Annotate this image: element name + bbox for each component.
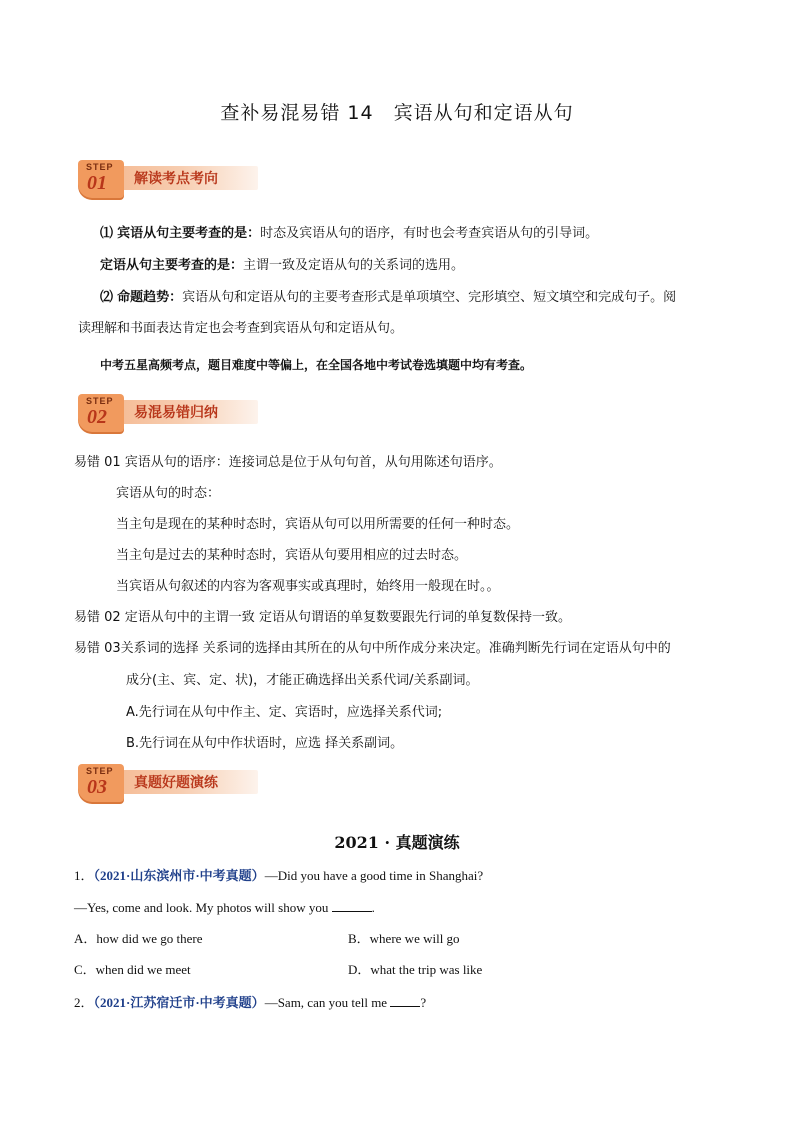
step-03-banner [78, 764, 258, 804]
option-b[interactable] [348, 931, 460, 947]
s2-line-4: 当主句是过去的某种时态时，宾语从句要用相应的过去时态。 [116, 548, 468, 563]
option-key: A． [74, 931, 97, 946]
option-d[interactable] [348, 962, 482, 978]
question-number: 1． [74, 868, 94, 883]
option-a[interactable] [74, 931, 203, 947]
s2-line-2: 宾语从句的时态： [116, 486, 221, 501]
answer-blank[interactable] [390, 994, 420, 1007]
option-c[interactable] [74, 962, 191, 978]
option-key: D． [348, 962, 371, 977]
option-text: how did we go there [96, 931, 203, 946]
step-badge [78, 394, 124, 432]
bold-lead: 命题趋势： [117, 290, 183, 305]
step-badge [78, 160, 124, 198]
s2-line-1: 易错 01 宾语从句的语序：连接词总是位于从句句首，从句用陈述句语序。 [74, 455, 502, 470]
step-01-banner [78, 160, 258, 200]
s2-line-8: 成分(主、宾、定、状)，才能正确选择出关系代词/关系副词。 [126, 673, 479, 688]
option-text: where we will go [369, 931, 460, 946]
step-number: 02 [87, 406, 107, 428]
answer-blank[interactable] [332, 899, 372, 912]
s2-line-3: 当主句是现在的某种时态时，宾语从句可以用所需要的任何一种时态。 [116, 517, 520, 532]
step-label: STEP [86, 766, 114, 776]
question-text: —Sam, can you tell me [264, 995, 388, 1010]
text: 宾语从句和定语从句的主要考查形式是单项填空、完形填空、短文填空和完成句子。阅 [182, 290, 677, 305]
s1-note: 中考五星高频考点，题目难度中等偏上，在全国各地中考试卷选填题中均有考查。 [100, 358, 533, 372]
marker: ⑵ [100, 290, 114, 305]
option-key: B． [348, 931, 370, 946]
step-badge [78, 764, 124, 802]
question-2-stem [74, 994, 426, 1011]
option-text: when did we meet [95, 962, 191, 977]
question-text: —Did you have a good time in Shanghai? [264, 868, 484, 883]
s1-paragraph-3-cont: 读理解和书面表达肯定也会考查到宾语从句和定语从句。 [78, 321, 404, 336]
step-title: 真题好题演练 [134, 775, 218, 791]
punct: . [371, 900, 375, 915]
option-key: C． [74, 962, 96, 977]
option-text: what the trip was like [370, 962, 483, 977]
marker: ⑴ [100, 226, 114, 241]
question-1-stem-2 [74, 899, 375, 916]
step-title: 易混易错归纳 [134, 405, 218, 421]
step-title: 解读考点考向 [134, 171, 218, 187]
page-title: 查补易混易错 14 宾语从句和定语从句 [220, 102, 574, 124]
text: 时态及宾语从句的语序，有时也会考查宾语从句的引导词。 [260, 226, 599, 241]
question-text: —Yes, come and look. My photos will show you [74, 900, 329, 915]
s2-line-7: 易错 03关系词的选择 关系词的选择由其所在的从句中所作成分来决定。准确判断先行词在定语从句中的 [74, 641, 671, 656]
s1-paragraph-3 [100, 290, 676, 306]
question-source: （2021·江苏宿迁市·中考真题） [93, 995, 265, 1010]
bold-lead: 定语从句主要考查的是： [100, 258, 244, 273]
step-02-banner [78, 394, 258, 434]
text: 主谓一致及定语从句的关系词的选用。 [243, 258, 465, 273]
s2-line-10: B.先行词在从句中作状语时，应选 择关系副词。 [126, 736, 404, 751]
section-title: 2021 · 真题演练 [334, 833, 460, 852]
question-source: （2021·山东滨州市·中考真题） [93, 868, 265, 883]
s2-line-6: 易错 02 定语从句中的主谓一致 定语从句谓语的单复数要跟先行词的单复数保持一致。 [74, 610, 571, 625]
s1-paragraph-2 [100, 258, 464, 274]
s1-paragraph-1 [100, 226, 598, 242]
punct: ? [420, 995, 427, 1010]
s2-line-9: A.先行词在从句中作主、定、宾语时，应选择关系代词; [126, 705, 443, 720]
question-number: 2． [74, 995, 94, 1010]
bold-lead: 宾语从句主要考查的是： [117, 226, 261, 241]
step-label: STEP [86, 396, 114, 406]
question-1-stem [74, 868, 483, 884]
step-number: 03 [87, 776, 107, 798]
step-label: STEP [86, 162, 114, 172]
step-number: 01 [87, 172, 107, 194]
s2-line-5: 当宾语从句叙述的内容为客观事实或真理时，始终用一般现在时。。 [116, 579, 500, 594]
